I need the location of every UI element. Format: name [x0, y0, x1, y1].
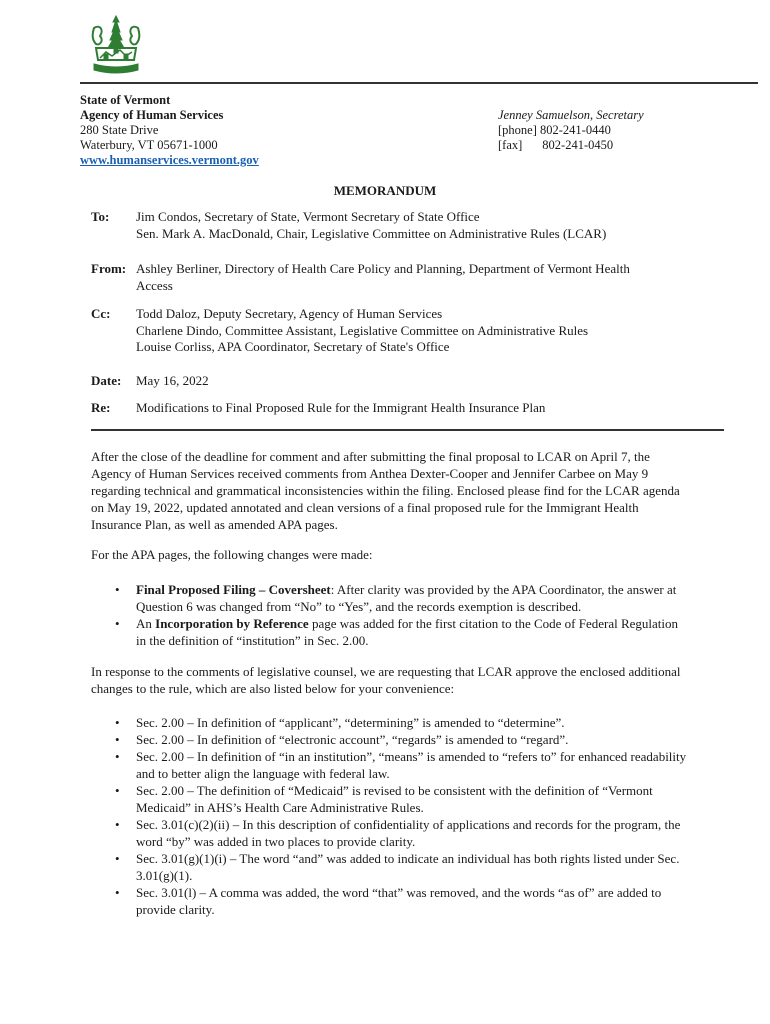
- to-label: To:: [91, 209, 110, 224]
- intro-paragraph: [91, 448, 691, 533]
- agency-city: Waterbury, VT 05671-1000: [80, 138, 218, 152]
- list-item: [91, 850, 691, 884]
- date-value: May 16, 2022: [136, 373, 209, 388]
- bullet-icon: •: [115, 582, 120, 597]
- apa-intro-text: For the APA pages, the following changes were made:: [91, 547, 373, 562]
- from-line-1: Ashley Berliner, Directory of Health Care Policy and Planning, Department of Vermont Health: [136, 261, 630, 276]
- phone-number: [phone] 802-241-0440: [498, 123, 611, 137]
- rule-changes-list: [91, 714, 691, 918]
- fax-number: 802-241-0450: [542, 138, 614, 152]
- re-label: Re:: [91, 400, 111, 415]
- apa-bullet-1-text: : After clarity was provided by the APA Coordinator, the answer at Question 6 was changed from “No” to “Yes”, and the records exemption is described.: [136, 582, 677, 614]
- vermont-seal-logo: [90, 14, 142, 78]
- to-recipient-1: Jim Condos, Secretary of State, Vermont Secretary of State Office: [136, 209, 480, 224]
- list-item: [91, 714, 691, 731]
- list-item: [91, 731, 691, 748]
- agency-name: Agency of Human Services: [80, 108, 224, 122]
- header-divider: [80, 82, 758, 84]
- to-recipient-2: Sen. Mark A. MacDonald, Chair, Legislative Committee on Administrative Rules (LCAR): [136, 225, 607, 241]
- list-item: [91, 581, 691, 615]
- apa-bullet-2-heading: Incorporation by Reference: [155, 616, 309, 631]
- secretary-name: Jenney Samuelson, Secretary: [498, 108, 644, 122]
- lcar-request-text: In response to the comments of legislative counsel, we are requesting that LCAR approve the enclosed additional changes to the rule, which are also listed below for your convenience:: [91, 664, 681, 696]
- rule-change-text: Sec. 2.00 – In definition of “applicant”, “determining” is amended to “determine”.: [136, 715, 565, 730]
- list-item: [91, 782, 691, 816]
- bullet-icon: •: [115, 732, 120, 747]
- bullet-icon: •: [115, 715, 120, 730]
- list-item: [91, 748, 691, 782]
- intro-text: After the close of the deadline for comment and after submitting the final proposal to LCAR on April 7, the Agency of Human Services received comments from Anthea Dexter-Cooper and Jennifer Carbee on May 9 regarding technical and grammatical inconsistencies within the filing. Enclosed please find for the LCAR agenda on May 19, 2022, updated annotated and clean versions of a final proposed rule for the Immigrant Health Insurance Plan, as well as amended APA pages.: [91, 449, 680, 532]
- rule-change-text: Sec. 2.00 – In definition of “electronic account”, “regards” is amended to “regard”.: [136, 732, 569, 747]
- cc-recipient-1: Todd Daloz, Deputy Secretary, Agency of Human Services: [136, 306, 443, 321]
- agency-state: State of Vermont: [80, 93, 171, 107]
- date-label: Date:: [91, 373, 122, 388]
- re-subject: Modifications to Final Proposed Rule for the Immigrant Health Insurance Plan: [136, 400, 546, 415]
- agency-address-block: [80, 93, 259, 168]
- bullet-icon: •: [115, 817, 120, 832]
- agency-website-link[interactable]: www.humanservices.vermont.gov: [80, 153, 259, 167]
- fax-label: [fax]: [498, 138, 523, 152]
- cc-recipient-2: Charlene Dindo, Committee Assistant, Legislative Committee on Administrative Rules: [136, 322, 589, 338]
- list-item: [91, 884, 691, 918]
- bullet-icon: •: [115, 616, 120, 631]
- bullet-icon: •: [115, 885, 120, 900]
- memo-divider: [91, 429, 724, 431]
- agency-street: 280 State Drive: [80, 123, 159, 137]
- apa-bullet-2-prefix: An: [136, 616, 156, 631]
- apa-changes-list: [91, 581, 691, 649]
- lcar-request-paragraph: [91, 663, 691, 697]
- apa-bullet-2-text: page was added for the first citation to the Code of Federal Regulation in the definition of “institution” in Sec. 2.00.: [136, 616, 679, 648]
- list-item: [91, 615, 691, 649]
- rule-change-text: Sec. 2.00 – In definition of “in an institution”, “means” is amended to “refers to” for enhanced readability and to better align the language with federal law.: [136, 749, 687, 781]
- apa-bullet-1-heading: Final Proposed Filing – Coversheet: [136, 582, 331, 597]
- to-recipients: [136, 209, 606, 242]
- from-line-2: Access: [136, 277, 173, 293]
- apa-intro-paragraph: [91, 546, 691, 563]
- rule-change-text: Sec. 3.01(c)(2)(ii) – In this description of confidentiality of applications and records for the program, the word “by” was added in two places to provide clarity.: [136, 817, 681, 849]
- bullet-icon: •: [115, 851, 120, 866]
- memo-title: MEMORANDUM: [333, 183, 437, 198]
- list-item: [91, 816, 691, 850]
- cc-recipient-3: Louise Corliss, APA Coordinator, Secretary of State's Office: [136, 339, 450, 354]
- rule-change-text: Sec. 2.00 – The definition of “Medicaid” is revised to be consistent with the definition of “Vermont Medicaid” in AHS’s Health Care Administrative Rules.: [136, 783, 653, 815]
- fax-line: [498, 138, 644, 153]
- bullet-icon: •: [115, 749, 120, 764]
- cc-label: Cc:: [91, 306, 111, 321]
- cc-recipients: [136, 306, 588, 356]
- bullet-icon: •: [115, 783, 120, 798]
- secretary-contact-block: [498, 108, 644, 153]
- rule-change-text: Sec. 3.01(g)(1)(i) – The word “and” was added to indicate an individual has both rights listed under Sec. 3.01(g)(1).: [136, 851, 680, 883]
- from-label: From:: [91, 261, 127, 276]
- rule-change-text: Sec. 3.01(l) – A comma was added, the word “that” was removed, and the words “as of” are added to provide clarity.: [136, 885, 662, 917]
- from-sender: [136, 261, 630, 294]
